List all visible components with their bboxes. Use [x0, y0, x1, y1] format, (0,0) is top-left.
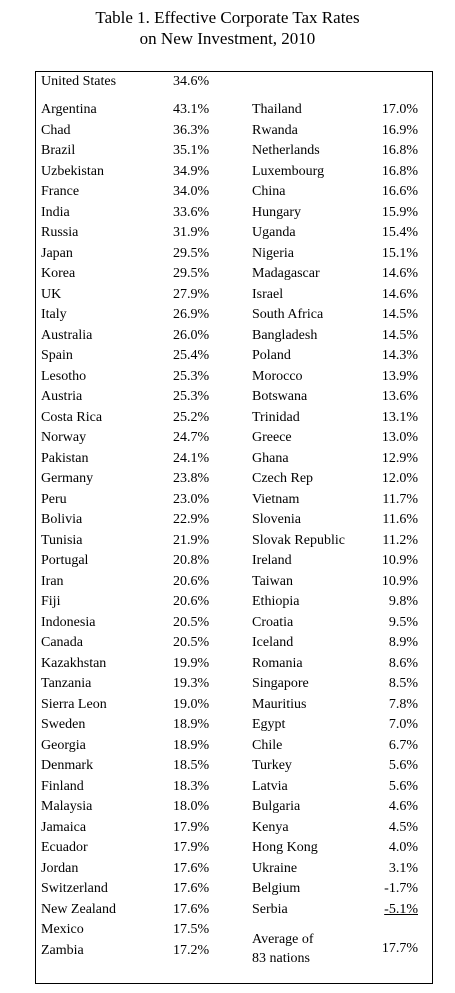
right-country-cell: Rwanda — [252, 123, 298, 138]
right-rate-cell: 17.0% — [381, 102, 418, 117]
right-rate-cell: 3.1% — [388, 861, 418, 876]
right-rate-cell: 14.5% — [381, 307, 418, 322]
left-rate-cell: 33.6% — [173, 205, 210, 220]
average-rate: 17.7% — [381, 941, 418, 956]
left-country-cell: Malaysia — [41, 799, 93, 814]
left-rate-cell: 23.8% — [173, 471, 210, 486]
table-frame — [35, 71, 433, 984]
left-rate-cell: 25.3% — [173, 369, 210, 384]
right-country-cell: Luxembourg — [252, 164, 325, 179]
right-rate-cell: 7.0% — [388, 717, 418, 732]
right-country-cell: Poland — [252, 348, 291, 363]
left-rate-cell: 17.6% — [173, 881, 210, 896]
left-country-cell: Fiji — [41, 594, 61, 609]
left-rate-cell: 18.9% — [173, 717, 210, 732]
right-rate-cell: 9.8% — [388, 594, 418, 609]
left-country-cell: Portugal — [41, 553, 89, 568]
left-country-cell: Pakistan — [41, 451, 89, 466]
right-rate-cell: -1.7% — [384, 881, 418, 896]
right-country-cell: Mauritius — [252, 697, 307, 712]
right-country-cell: Ukraine — [252, 861, 298, 876]
left-country-cell: Italy — [41, 307, 67, 322]
right-rate-cell: 5.6% — [388, 779, 418, 794]
right-country-cell: Hungary — [252, 205, 301, 220]
left-country-cell: New Zealand — [41, 902, 117, 917]
right-country-cell: Czech Rep — [252, 471, 314, 486]
left-country-cell: Kazakhstan — [41, 656, 107, 671]
right-country-cell: Egypt — [252, 717, 286, 732]
left-rate-cell: 23.0% — [173, 492, 210, 507]
left-rate-cell: 20.5% — [173, 635, 210, 650]
left-country-cell: Jordan — [41, 861, 79, 876]
left-country-cell: Korea — [41, 266, 76, 281]
right-country-cell: Ireland — [252, 553, 292, 568]
right-country-cell: Singapore — [252, 676, 309, 691]
left-rate-cell: 18.9% — [173, 738, 210, 753]
average-label-line-1: Average of — [252, 932, 314, 947]
right-country-cell: Vietnam — [252, 492, 300, 507]
right-rate-cell: 13.0% — [381, 430, 418, 445]
left-rate-cell: 24.7% — [173, 430, 210, 445]
right-rate-cell: 14.6% — [381, 287, 418, 302]
right-rate-cell: 4.5% — [388, 820, 418, 835]
left-country-cell: Jamaica — [41, 820, 87, 835]
right-country-cell: Slovenia — [252, 512, 301, 527]
left-country-cell: Costa Rica — [41, 410, 103, 425]
left-country-cell: Ecuador — [41, 840, 88, 855]
right-rate-cell: 15.1% — [381, 246, 418, 261]
left-rate-cell: 26.9% — [173, 307, 210, 322]
us-rate: 34.6% — [173, 74, 210, 89]
right-rate-cell: 6.7% — [388, 738, 418, 753]
right-rate-cell: 8.6% — [388, 656, 418, 671]
left-country-cell: Chad — [41, 123, 71, 138]
left-rate-cell: 43.1% — [173, 102, 210, 117]
right-country-cell: Romania — [252, 656, 303, 671]
left-rate-cell: 17.9% — [173, 840, 210, 855]
right-rate-cell: 4.0% — [388, 840, 418, 855]
left-rate-cell: 35.1% — [173, 143, 210, 158]
right-country-cell: Botswana — [252, 389, 308, 404]
right-country-cell: China — [252, 184, 286, 199]
left-country-cell: Denmark — [41, 758, 94, 773]
right-country-cell: Uganda — [252, 225, 296, 240]
left-rate-cell: 27.9% — [173, 287, 210, 302]
left-country-cell: Canada — [41, 635, 83, 650]
right-rate-cell: 5.6% — [388, 758, 418, 773]
left-country-cell: Japan — [41, 246, 73, 261]
left-country-cell: Brazil — [41, 143, 76, 158]
left-country-cell: India — [41, 205, 70, 220]
right-rate-cell: 16.6% — [381, 184, 418, 199]
average-label-line-2: 83 nations — [252, 951, 310, 966]
left-rate-cell: 19.9% — [173, 656, 210, 671]
left-country-cell: Iran — [41, 574, 64, 589]
left-country-cell: Georgia — [41, 738, 86, 753]
right-country-cell: Madagascar — [252, 266, 320, 281]
left-rate-cell: 34.0% — [173, 184, 210, 199]
left-country-cell: Norway — [41, 430, 87, 445]
left-rate-cell: 21.9% — [173, 533, 210, 548]
right-country-cell: Morocco — [252, 369, 303, 384]
left-country-cell: Tunisia — [41, 533, 83, 548]
left-country-cell: Finland — [41, 779, 84, 794]
left-rate-cell: 19.0% — [173, 697, 210, 712]
right-country-cell: Taiwan — [252, 574, 294, 589]
right-rate-cell: 12.9% — [381, 451, 418, 466]
right-country-cell: Chile — [252, 738, 283, 753]
right-rate-cell: -5.1% — [384, 902, 418, 917]
right-country-cell: Latvia — [252, 779, 288, 794]
right-rate-cell: 11.6% — [382, 512, 418, 527]
right-rate-cell: 10.9% — [381, 574, 418, 589]
left-rate-cell: 17.6% — [173, 861, 210, 876]
right-country-cell: Netherlands — [252, 143, 320, 158]
right-rate-cell: 13.6% — [381, 389, 418, 404]
left-country-cell: Australia — [41, 328, 93, 343]
left-rate-cell: 29.5% — [173, 266, 210, 281]
right-country-cell: South Africa — [252, 307, 324, 322]
left-country-cell: Zambia — [41, 943, 84, 958]
right-country-cell: Hong Kong — [252, 840, 318, 855]
right-country-cell: Israel — [252, 287, 284, 302]
table-title-line-1: Table 1. Effective Corporate Tax Rates — [95, 8, 360, 27]
right-rate-cell: 7.8% — [388, 697, 418, 712]
left-rate-cell: 17.2% — [173, 943, 210, 958]
right-country-cell: Croatia — [252, 615, 294, 630]
right-rate-cell: 16.8% — [381, 164, 418, 179]
left-rate-cell: 25.4% — [173, 348, 210, 363]
left-country-cell: Lesotho — [41, 369, 87, 384]
right-country-cell: Belgium — [252, 881, 301, 896]
left-rate-cell: 25.2% — [173, 410, 210, 425]
left-rate-cell: 20.5% — [173, 615, 210, 630]
left-rate-cell: 17.5% — [173, 922, 210, 937]
right-rate-cell: 12.0% — [381, 471, 418, 486]
right-rate-cell: 9.5% — [388, 615, 418, 630]
left-rate-cell: 36.3% — [173, 123, 210, 138]
left-rate-cell: 17.9% — [173, 820, 210, 835]
right-country-cell: Kenya — [252, 820, 289, 835]
left-country-cell: Russia — [41, 225, 79, 240]
left-rate-cell: 25.3% — [173, 389, 210, 404]
right-rate-cell: 16.8% — [381, 143, 418, 158]
table-title-line-2: on New Investment, 2010 — [139, 29, 316, 48]
left-rate-cell: 29.5% — [173, 246, 210, 261]
left-country-cell: Tanzania — [41, 676, 92, 691]
right-country-cell: Trinidad — [252, 410, 300, 425]
right-rate-cell: 10.9% — [381, 553, 418, 568]
right-country-cell: Bulgaria — [252, 799, 301, 814]
left-rate-cell: 26.0% — [173, 328, 210, 343]
right-country-cell: Slovak Republic — [252, 533, 345, 548]
right-country-cell: Ghana — [252, 451, 289, 466]
left-rate-cell: 18.0% — [173, 799, 210, 814]
left-country-cell: Bolivia — [41, 512, 83, 527]
left-rate-cell: 20.8% — [173, 553, 210, 568]
left-rate-cell: 34.9% — [173, 164, 210, 179]
left-country-cell: Austria — [41, 389, 83, 404]
left-rate-cell: 24.1% — [173, 451, 210, 466]
left-rate-cell: 31.9% — [173, 225, 210, 240]
right-country-cell: Nigeria — [252, 246, 294, 261]
right-country-cell: Iceland — [252, 635, 294, 650]
left-rate-cell: 20.6% — [173, 574, 210, 589]
left-rate-cell: 17.6% — [173, 902, 210, 917]
left-country-cell: France — [41, 184, 80, 199]
left-rate-cell: 20.6% — [173, 594, 210, 609]
right-country-cell: Turkey — [252, 758, 292, 773]
right-rate-cell: 13.1% — [381, 410, 418, 425]
right-rate-cell: 11.2% — [382, 533, 418, 548]
right-rate-cell: 16.9% — [381, 123, 418, 138]
right-country-cell: Greece — [252, 430, 292, 445]
right-rate-cell: 14.3% — [381, 348, 418, 363]
left-country-cell: Argentina — [41, 102, 97, 117]
left-country-cell: Uzbekistan — [41, 164, 104, 179]
right-rate-cell: 15.9% — [381, 205, 418, 220]
left-rate-cell: 18.5% — [173, 758, 210, 773]
left-country-cell: Mexico — [41, 922, 84, 937]
right-rate-cell: 15.4% — [381, 225, 418, 240]
right-rate-cell: 14.6% — [381, 266, 418, 281]
us-country: United States — [41, 74, 117, 89]
right-country-cell: Serbia — [252, 902, 288, 917]
right-rate-cell: 14.5% — [381, 328, 418, 343]
right-rate-cell: 8.9% — [388, 635, 418, 650]
right-rate-cell: 8.5% — [388, 676, 418, 691]
right-rate-cell: 11.7% — [382, 492, 418, 507]
left-country-cell: Indonesia — [41, 615, 96, 630]
left-country-cell: Spain — [41, 348, 73, 363]
left-country-cell: UK — [41, 287, 62, 302]
right-country-cell: Thailand — [252, 102, 302, 117]
left-country-cell: Sweden — [41, 717, 86, 732]
left-rate-cell: 18.3% — [173, 779, 210, 794]
left-rate-cell: 22.9% — [173, 512, 210, 527]
left-country-cell: Germany — [41, 471, 94, 486]
left-country-cell: Peru — [41, 492, 67, 507]
right-rate-cell: 13.9% — [381, 369, 418, 384]
left-country-cell: Sierra Leon — [41, 697, 107, 712]
right-country-cell: Ethiopia — [252, 594, 300, 609]
right-rate-cell: 4.6% — [388, 799, 418, 814]
left-rate-cell: 19.3% — [173, 676, 210, 691]
right-country-cell: Bangladesh — [252, 328, 318, 343]
left-country-cell: Switzerland — [41, 881, 108, 896]
